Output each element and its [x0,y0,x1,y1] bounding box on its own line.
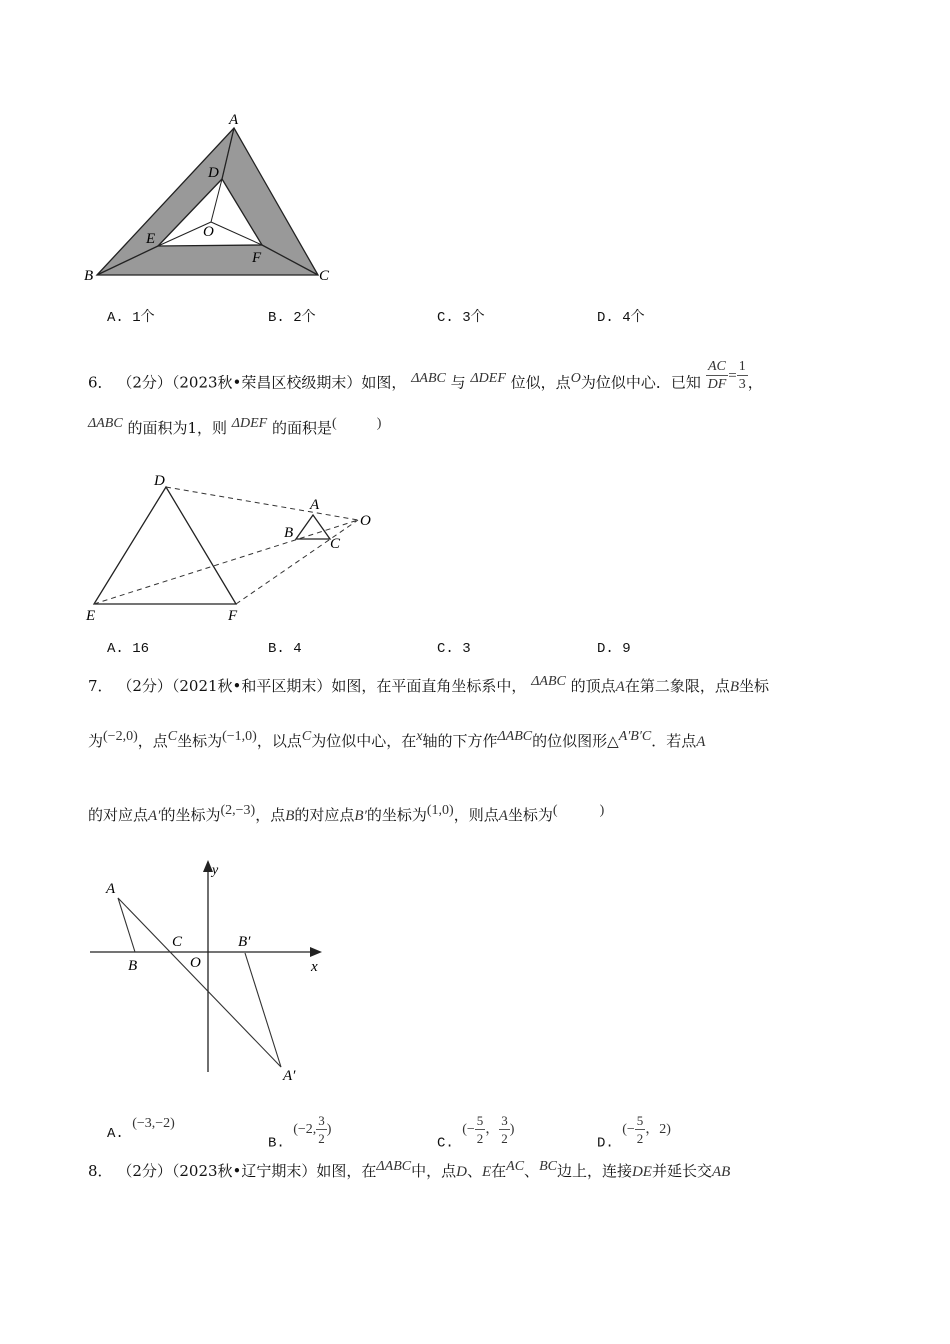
q6-option-d[interactable]: D. 9 [597,641,631,657]
label-O: O [360,513,371,529]
label-A-prime: A′ [283,1068,296,1084]
question-source: （2021秋•和平区期末） [171,677,332,695]
label-A: A [106,881,116,897]
question-source: （2023秋•辽宁期末） [171,1162,317,1180]
q6-option-a[interactable]: A. 16 [107,641,150,657]
label-C: C [330,536,341,552]
q5-option-a[interactable]: A. 1个 [107,310,155,326]
answer-blank-open: ( [552,803,558,818]
q7-option-d[interactable]: D. (− $\frac{5}{2}$ ，2) [597,1113,671,1152]
label-C: C [319,268,330,284]
label-B: B [84,268,94,284]
q7-option-b[interactable]: B. (−2, $\frac{3}{2}$ ) [268,1113,332,1152]
label-B: B [284,525,294,541]
question-number: 7． [88,677,113,695]
label-B: B [128,958,138,974]
q7-stem-line3: 的对应点A′的坐标为(2,−3)，点B的对应点B′的坐标为(1,0)，则点A坐标为( ) [88,803,605,824]
label-D: D [154,473,165,489]
label-E: E [86,608,96,624]
q6-stem-line1: 6． （2分）（2023秋•荣昌区校级期末）如图， ΔABC 与 ΔDEF 位似，点O为位似中心．已知 $\frac{AC}{DF}$ = $\frac{1}{3}$ ， [88,359,763,392]
q7-option-a[interactable]: A. (−3,−2) [107,1116,175,1142]
q6-option-c[interactable]: C. 3 [437,641,471,657]
label-E: E [146,231,156,247]
label-O: O [203,224,214,240]
label-D: D [208,165,219,181]
q5-triangle-figure [80,105,350,290]
question-number: 6． [88,373,113,392]
fraction-one-third: $\frac{1}{3}$ [738,359,746,392]
question-score: （2分） [117,677,172,695]
question-score: （2分） [117,1162,172,1180]
q5-option-d[interactable]: D. 4个 [597,310,645,326]
q5-option-b[interactable]: B. 2个 [268,310,316,326]
q7-stem-line2: 为(−2,0)，点C坐标为(−1,0)，以点C为位似中心，在x轴的下方作ΔABC的位似图形△A′B′C．若点A [88,729,706,750]
label-A: A [310,497,320,513]
question-number: 8． [88,1162,113,1180]
question-source: （2023秋•荣昌区校级期末） [171,373,362,392]
q7-coordinate-figure [80,855,340,1090]
answer-blank-open: ( [332,416,337,431]
q7-stem-line1: 7． （2分）（2021秋•和平区期末）如图，在平面直角坐标系中， ΔABC 的顶点A在第二象限，点B坐标 [88,674,770,695]
question-score: （2分） [117,373,172,392]
fraction-ac-df: $\frac{AC}{DF}$ [707,359,727,392]
answer-blank-close: ) [376,416,382,431]
q7-option-c[interactable]: C. (− $\frac{5}{2}$ ， $\frac{3}{2}$ ) [437,1113,515,1152]
label-A: A [229,112,239,128]
label-C: C [172,934,183,950]
label-x: x [311,959,318,975]
label-B-prime: B′ [238,934,251,950]
label-F: F [228,608,238,624]
q6-homothety-figure [80,465,390,630]
label-F: F [252,250,262,266]
answer-blank-close: ) [599,803,605,818]
q6-option-b[interactable]: B. 4 [268,641,302,657]
q5-option-c[interactable]: C. 3个 [437,310,485,326]
q6-stem-line2: ΔABC 的面积为1，则 ΔDEF 的面积是( ) [88,416,382,437]
label-y: y [212,863,219,878]
label-O: O [190,955,201,971]
q8-stem-line1: 8． （2分）（2023秋•辽宁期末）如图，在ΔABC中，点D、E在AC、BC边上，连接DE并延长交AB [88,1159,731,1180]
